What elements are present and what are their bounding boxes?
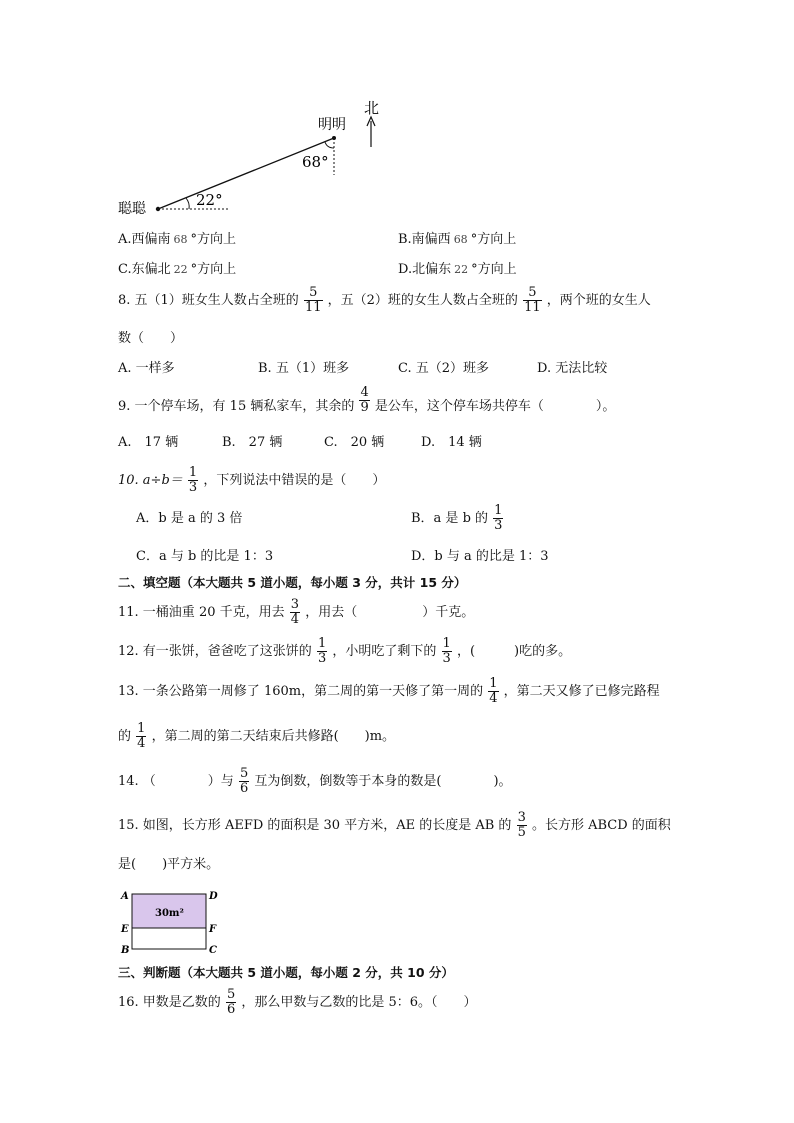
q8-fraction-1: $\frac{5}{11}$ [304, 285, 322, 315]
angle-22-label: 22° [196, 191, 223, 209]
sight-line [158, 138, 334, 209]
q8-option-b[interactable]: B. 五（1）班多 [258, 361, 350, 376]
q8-option-c[interactable]: C. 五（2）班多 [398, 361, 490, 376]
q9-option-b[interactable]: B. 27 辆 [222, 435, 283, 450]
q11-fraction: $\frac{3}{4}$ [290, 597, 300, 627]
q15-question-line2: 是( )平方米。 [118, 857, 220, 872]
q10-option-b[interactable]: B．a 是 b 的 $\frac{1}{3}$ [411, 503, 503, 533]
q9-option-a[interactable]: A. 17 辆 [118, 435, 179, 450]
q12-question: 12. 有一张饼，爸爸吃了这张饼的 $\frac{1}{3}$ ，小明吃了剩下的 $\frac{1}{3}$ ，( )吃的多。 [118, 636, 572, 666]
q9-option-d[interactable]: D. 14 辆 [421, 435, 482, 450]
q9-option-c[interactable]: C. 20 辆 [324, 435, 385, 450]
rectangle-figure [116, 886, 226, 956]
north-label: 北 [364, 99, 380, 117]
q8-question: 8. 五（1）班女生人数占全班的 $\frac{5}{11}$ ，五（2）班的女生人数占全班的 $\frac{5}{11}$ ，两个班的女生人 [118, 285, 651, 315]
mingming-label: 明明 [318, 117, 346, 133]
q16-fraction: $\frac{5}{6}$ [226, 987, 236, 1017]
angle-arc-22 [186, 198, 189, 209]
q8-question-line2: 数（ ） [118, 331, 184, 346]
q9-fraction: $\frac{4}{9}$ [360, 385, 369, 415]
q13-fraction-2: $\frac{1}{4}$ [137, 721, 146, 751]
q10-option-a[interactable]: A．b 是 a 的 3 倍 [136, 511, 243, 526]
label-b: B [121, 945, 130, 956]
q14-question: 14. （ ）与 $\frac{5}{6}$ 互为倒数，倒数等于本身的数是( )。 [118, 766, 512, 796]
q16-question: 16. 甲数是乙数的 $\frac{5}{6}$ ，那么甲数与乙数的比是 5：6。（ ） [118, 987, 477, 1017]
q10-question: 10. a÷b＝ $\frac{1}{3}$ ，下列说法中错误的是（ ） [118, 465, 386, 495]
label-c: C [209, 945, 217, 956]
q7-option-a[interactable]: A.西偏南 68 °方向上 [118, 232, 237, 247]
mingming-point [332, 136, 336, 140]
q8-option-d[interactable]: D. 无法比较 [537, 361, 608, 376]
q15-question: 15. 如图，长方形 AEFD 的面积是 30 平方米，AE 的长度是 AB 的 $\frac{3}{5}$ 。长方形 ABCD 的面积 [118, 810, 671, 840]
q9-question: 9. 一个停车场，有 15 辆私家车，其余的 $\frac{4}{9}$ 是公车，这个停车场共停车（ ）。 [118, 385, 616, 415]
q10-option-c[interactable]: C．a 与 b 的比是 1：3 [136, 549, 274, 564]
label-f: F [209, 924, 217, 935]
area-label: 30m² [155, 908, 184, 919]
q10-option-d[interactable]: D．b 与 a 的比是 1：3 [411, 549, 549, 564]
q10-fraction: $\frac{1}{3}$ [188, 465, 198, 495]
q7-option-b[interactable]: B.南偏西 68 °方向上 [398, 232, 517, 247]
direction-diagram [110, 95, 410, 225]
section-2-heading: 二、填空题（本大题共 5 道小题，每小题 3 分，共计 15 分） [118, 575, 467, 590]
q14-fraction: $\frac{5}{6}$ [239, 766, 249, 796]
q12-fraction-2: $\frac{1}{3}$ [442, 636, 451, 666]
angle-arc-68 [325, 142, 334, 148]
label-e: E [121, 924, 129, 935]
q13-fraction-1: $\frac{1}{4}$ [489, 676, 498, 706]
q15-fraction: $\frac{3}{5}$ [517, 810, 526, 840]
q11-question: 11. 一桶油重 20 千克，用去 $\frac{3}{4}$ ，用去（ ）千克。 [118, 597, 475, 627]
q8-fraction-2: $\frac{5}{11}$ [524, 285, 541, 315]
q12-fraction-1: $\frac{1}{3}$ [317, 636, 327, 666]
q13-question-line2: 的 $\frac{1}{4}$ ，第二周的第二天结束后共修路( )m。 [118, 721, 396, 751]
q7-option-c[interactable]: C.东偏北 22 °方向上 [118, 262, 237, 277]
angle-68-label: 68° [302, 153, 329, 171]
section-3-heading: 三、判断题（本大题共 5 道小题，每小题 2 分，共 10 分） [118, 965, 454, 980]
q8-option-a[interactable]: A. 一样多 [118, 361, 175, 376]
congcong-label: 聪聪 [118, 201, 146, 217]
congcong-point [156, 207, 160, 211]
q10-option-b-fraction: $\frac{1}{3}$ [494, 503, 503, 533]
label-d: D [209, 891, 218, 902]
label-a: A [121, 891, 129, 902]
q13-question: 13. 一条公路第一周修了 160m，第二周的第一天修了第一周的 $\frac{1}{4}$ ，第二天又修了已修完路程 [118, 676, 660, 706]
q7-option-d[interactable]: D.北偏东 22 °方向上 [398, 262, 517, 277]
